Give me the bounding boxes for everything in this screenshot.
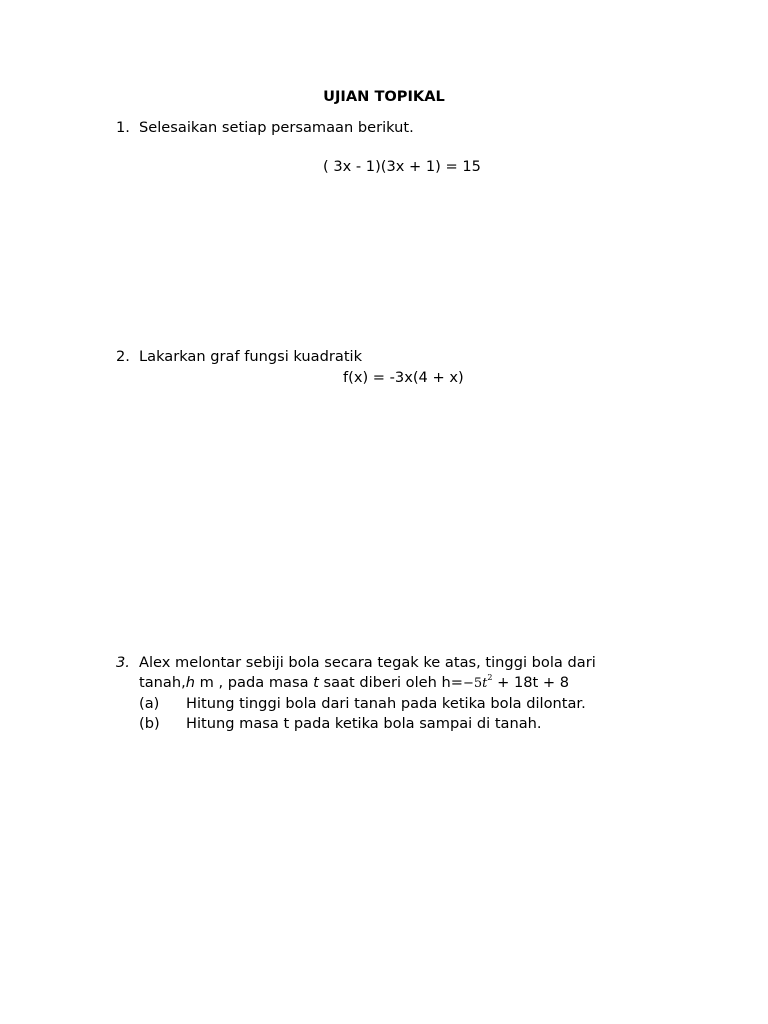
question-1	[116, 118, 656, 138]
question-3-part-b	[139, 714, 656, 734]
question-1-equation: ( 3x - 1)(3x + 1) = 15	[323, 158, 481, 175]
question-2-number: 2.	[116, 348, 130, 365]
question-3-number: 3.	[116, 654, 130, 671]
question-1-instruction: Selesaikan setiap persamaan berikut.	[139, 119, 414, 136]
part-a-text: Hitung tinggi bola dari tanah pada ketika bola dilontar.	[186, 695, 586, 712]
part-b-text: Hitung masa t pada ketika bola sampai di tanah.	[186, 715, 542, 732]
question-3-line-2: tanah,h m , pada masa t saat diberi oleh $h=-5t^2 + 18t + 8$	[139, 673, 570, 691]
question-3	[116, 653, 656, 734]
question-3-line-1: Alex melontar sebiji bola secara tegak ke atas, tinggi bola dari	[139, 654, 596, 671]
height-formula: $-5t^2$	[462, 673, 493, 691]
part-b-label: (b)	[139, 715, 160, 732]
question-3-part-a	[139, 694, 656, 714]
question-1-number: 1.	[116, 119, 130, 136]
question-2-instruction: Lakarkan graf fungsi kuadratik	[139, 348, 363, 365]
question-2-equation: f(x) = -3x(4 + x)	[343, 369, 464, 386]
part-a-label: (a)	[139, 695, 160, 712]
page-title: UJIAN TOPIKAL	[323, 88, 445, 105]
question-2	[116, 347, 656, 367]
